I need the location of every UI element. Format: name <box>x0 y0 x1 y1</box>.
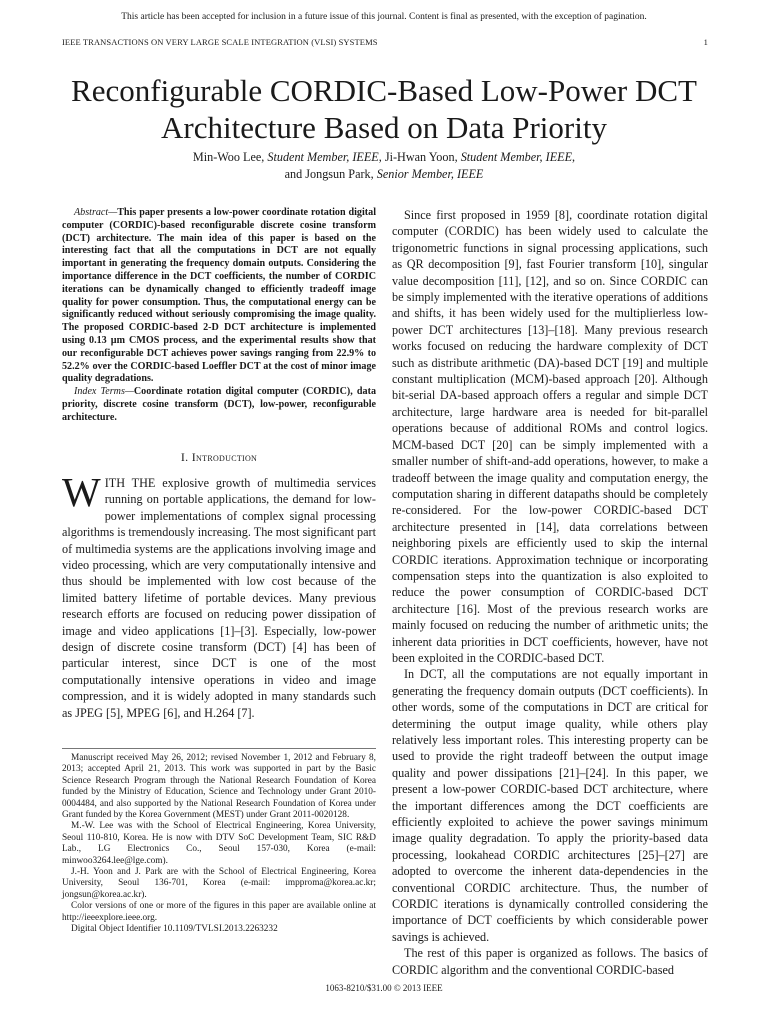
section-title: Introduction <box>191 449 258 464</box>
index-terms: Index Terms—Coordinate rotation digital computer (CORDIC), data priority, discrete cosine transform (DCT), low-power, reconfigurable architecture. <box>62 386 376 423</box>
running-head <box>62 37 708 48</box>
paper-title <box>40 72 728 146</box>
abstract-label: Abstract <box>74 207 109 218</box>
footnote-authors-2-3: J.-H. Yoon and J. Park are with the School of Electrical Engineering, Korea University, Seoul 136-701, Korea (e-mail: impproma@korea.ac.kr; jongsun@korea.ac.kr). <box>62 867 376 900</box>
footnote-doi: Digital Object Identifier 10.1109/TVLSI.2013.2263232 <box>71 924 278 935</box>
copyright-line: 1063-8210/$31.00 © 2013 IEEE <box>325 983 443 993</box>
right-column <box>392 207 708 978</box>
author-2-name: Ji-Hwan Yoon, <box>384 150 458 164</box>
title-line-2: Architecture Based on Data Priority <box>161 110 607 145</box>
author-block: Min-Woo Lee, Student Member, IEEE, Ji-Hwan Yoon, Student Member, IEEE, and Jongsun Park, Senior Member, IEEE <box>192 150 576 181</box>
section-heading-introduction <box>62 449 376 465</box>
index-terms-label: Index Terms <box>74 386 125 398</box>
drop-cap: W <box>62 468 101 515</box>
index-terms-text: Coordinate rotation digital computer (CORDIC), data priority, discrete cosine transform (DCT), low-power, reconfigurable architecture. <box>62 386 376 423</box>
journal-name: IEEE TRANSACTIONS ON VERY LARGE SCALE INTEGRATION (VLSI) SYSTEMS <box>62 37 378 47</box>
footnote-color-versions: Color versions of one or more of the figures in this paper are available online at http://ieeexplore.ieee.org. <box>62 901 376 923</box>
page-number: 1 <box>703 37 708 47</box>
intro-paragraph-1 <box>62 468 376 721</box>
intro-paragraph-3: In DCT, all the computations are not equally important in generating the frequency domain outputs (DCT coefficients). In other words, some of the computations in DCT are critical for determining the output image quality, while others play relatively less important roles. This interesting property can be used to provide the right tradeoff between the output image quality and power dissipations [21]–[24]. In this paper, we present a low-power CORDIC-based DCT architecture, where the important differences among the DCT coefficients are efficiently exploited to achieve the power savings minimum image quality degradation. To apply the priority-based data processing, lookahead CORDIC architectures [25]–[27] are adopted to overcome the inherent data-dependencies in the conventional CORDIC architecture. Thus, the number of CORDIC iterations is dynamically controlled considering the importance of DCT coefficients by which considerable power savings is achieved. <box>392 667 708 944</box>
intro-paragraph-2: Since first proposed in 1959 [8], coordinate rotation digital computer (CORDIC) has been widely used to calculate the trigonometric functions in signal processing applications, such as QR decomposition [9], fast Fourier transform [10], singular value decomposition [11], [12], and so on. Since CORDIC can be simply implemented with the iterative operations of additions and shifts, it has been widely used for the multiplierless low-power DCT architectures [13]–[18]. Many previous research works focused on reducing the hardware complexity of DCT such as distribute arithmetic (DA)-based DCT [19] and multiple constant multiplication (MCM)-based approach [20]. Although bit-serial DA-based approach offers a regular and simple DCT architecture, large hardware area is needed for bit-parallel operations because of additional ROMs and control logics. MCM-based DCT [20] can be simply implemented with a smaller number of shift-and-add operations, however, to make a tradeoff between the image quality and computation energy, the computation sharing in different datapaths should be completely re-considered. For the low-power CORDIC-based DCT architecture presented in [14], data correlations between neighboring pixels are efficiently used to skip the internal CORDIC iterations. Approximation technique or incorporating compensation steps into the quantization is also exploited to reduce the power consumption of CORDIC-based DCT architecture [16]. Most of the previous research works are mainly focused on reducing the number of arithmetic units; the inherent data priorities in DCT coefficients, however, have not been exploited in the CORDIC-based DCT. <box>392 208 708 665</box>
author-3-role: Senior Member, IEEE <box>376 167 484 181</box>
abstract: Abstract—This paper presents a low-power coordinate rotation digital computer (CORDIC)-based reconfigurable discrete cosine transform (DCT) architecture. The main idea of this paper is based on the interesting fact that all the computations in DCT are not equally important in generating the frequency domain outputs. Considering the importance difference in the DCT coefficients, the number of CORDIC iterations can be dynamically changed to efficiently tradeoff image quality for power consumption. Thus, the computational energy can be significantly reduced without seriously compromising the image quality. The proposed CORDIC-based 2-D DCT architecture is implemented using 0.13 µm CMOS process, and the experimental results show that our reconfigurable DCT achieves power savings ranging from 22.9% to 52.2% over the CORDIC-based Loeffler DCT at the cost of minor image quality degradations. <box>62 207 376 385</box>
title-line-1: Reconfigurable CORDIC-Based Low-Power DCT <box>71 73 697 108</box>
footnote-manuscript: Manuscript received May 26, 2012; revised November 1, 2012 and February 8, 2013; accepted April 21, 2013. This work was supported in part by the Basic Science Research Program through the National Research Foundation of Korea funded by the Ministry of Education, Science and Technology under Grant 2010-0004484, and also supported by the National Research Foundation of Korea under Grant funded by the Korea Government (MEST) under Grant 2011-0020128. <box>62 753 376 821</box>
author-3-name: and Jongsun Park, <box>284 167 374 181</box>
section-numeral: I. <box>180 449 189 464</box>
drop-cap-tail: ITH THE <box>104 475 156 490</box>
author-1-role: Student Member, IEEE <box>267 150 379 164</box>
abstract-text: This paper presents a low-power coordinate rotation digital computer (CORDIC)-based reconfigurable discrete cosine transform (DCT) architecture. The main idea of this paper is based on the interesting fact that all the computations in DCT are not equally important in generating the frequency domain outputs. Considering the importance difference in the DCT coefficients, the number of CORDIC iterations can be dynamically changed to efficiently tradeoff image quality for power consumption. Thus, the computational energy can be significantly reduced without seriously compromising the image quality. The proposed CORDIC-based 2-D DCT architecture is implemented using 0.13 µm CMOS process, and the experimental results show that our reconfigurable DCT achieves power savings ranging from 22.9% to 52.2% over the CORDIC-based Loeffler DCT at the cost of minor image quality degradations. <box>62 207 376 385</box>
intro-paragraph-4: The rest of this paper is organized as follows. The basics of CORDIC algorithm and the conventional CORDIC-based <box>392 946 708 977</box>
footnote-author-1: M.-W. Lee was with the School of Electrical Engineering, Korea University, Seoul 110-810, Korea. He is now with DTV SoC Development Team, SIC R&D Lab., LG Electronics Co., Seoul 157-030, Korea (e-mail: minwoo3264.lee@lge.com). <box>62 821 376 866</box>
acceptance-notice: This article has been accepted for inclusion in a future issue of this journal. Content is final as presented, with the exception of pagination. <box>121 12 647 22</box>
left-column <box>62 207 376 721</box>
author-2-role: Student Member, IEEE <box>460 150 573 164</box>
footnotes <box>62 748 376 936</box>
author-1-name: Min-Woo Lee, <box>192 150 265 164</box>
intro-paragraph-1-text: explosive growth of multimedia services running on portable applications, the demand for low-power implementations of complex signal processing algorithms is tremendously increasing. The most significant part of multimedia systems are the applications involving image and video processing, which are very computationally intensive and thus should be implemented with low cost because of the limited battery lifetime of portable devices. Many previous research efforts are focused on reducing power dissipation of image and video applications [1]–[3]. Especially, low-power design of discrete cosine transform (DCT) [4] has been of particular interest, since DCT is one of the most computationally intensive operations in video and image compression, and it is widely adopted in many standards such as JPEG [5], MPEG [6], and H.264 [7]. <box>62 475 376 720</box>
